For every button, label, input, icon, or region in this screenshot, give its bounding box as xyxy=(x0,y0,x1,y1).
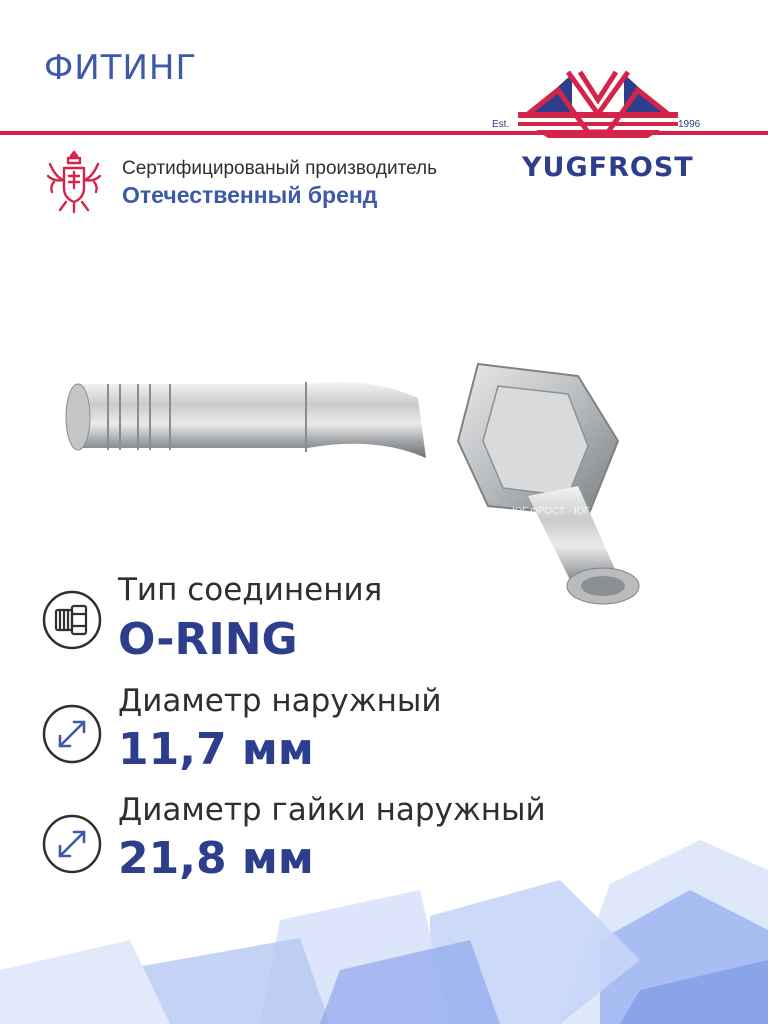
spec-nut-diameter-value: 21,8 мм xyxy=(118,833,314,884)
spec-outer-diameter-label: Диаметр наружный xyxy=(118,683,442,719)
page-title: ФИТИНГ xyxy=(44,48,198,88)
fitting-icon xyxy=(42,590,102,650)
domestic-brand-text: Отечественный бренд xyxy=(122,182,378,208)
brand-name: YUGFROST xyxy=(522,152,694,183)
spec-nut-diameter-label: Диаметр гайки наружный xyxy=(118,792,546,828)
est-year: 1996 xyxy=(678,119,701,130)
spec-outer-diameter-value: 11,7 мм xyxy=(118,724,314,775)
spec-connection-label: Тип соединения xyxy=(118,572,383,608)
diagonal-arrow-icon xyxy=(42,704,102,764)
spec-connection-value: O-RING xyxy=(118,614,298,665)
product-watermark: ЮГ ФРОСТ · ЮГ ФРОСТ xyxy=(512,506,628,517)
decorative-background xyxy=(0,820,768,1024)
eagle-emblem-icon xyxy=(44,148,104,216)
certification-text: Сертифицированый производитель xyxy=(122,158,438,179)
est-label: Est. xyxy=(492,119,510,130)
